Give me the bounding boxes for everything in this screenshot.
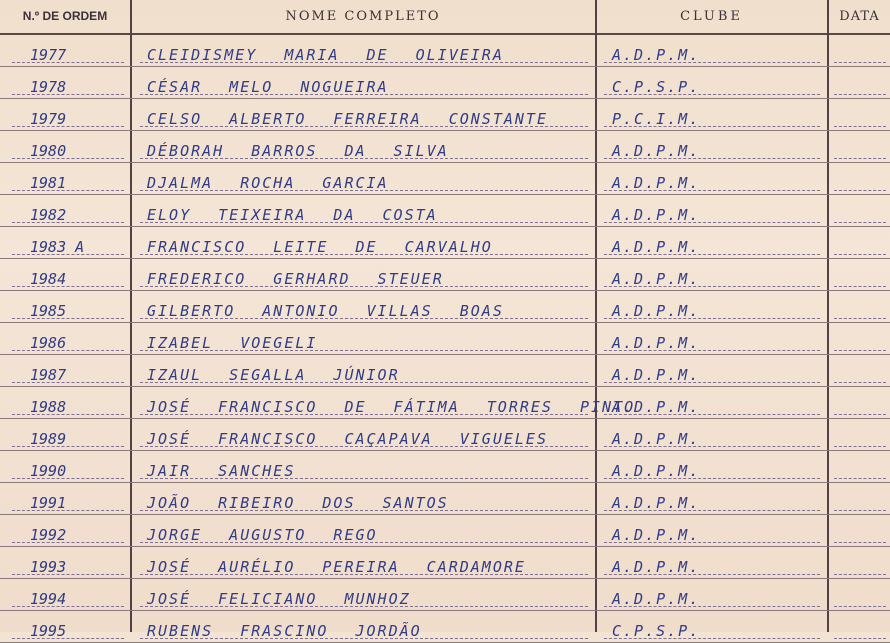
cell-nome: IZAUL SEGALLA JÚNIOR [147, 366, 400, 384]
dotted-writing-line [834, 350, 886, 351]
cell-nome: JAIR SANCHES [147, 462, 296, 480]
table-row [0, 579, 890, 611]
dotted-writing-line [834, 126, 886, 127]
header-clube: CLUBE [680, 9, 743, 24]
cell-clube: A.D.P.M. [612, 430, 701, 448]
cell-nome: DÉBORAH BARROS DA SILVA [147, 142, 449, 160]
table-row [0, 483, 890, 515]
table-body [0, 35, 890, 643]
cell-clube: A.D.P.M. [612, 334, 701, 352]
dotted-writing-line [834, 478, 886, 479]
cell-nome: FRANCISCO LEITE DE CARVALHO [147, 238, 493, 256]
table-row [0, 163, 890, 195]
cell-clube: C.P.S.P. [612, 78, 701, 96]
cell-ordem: 1995 [30, 622, 67, 640]
cell-nome: IZABEL VOEGELI [147, 334, 318, 352]
table-row [0, 67, 890, 99]
table-row [0, 547, 890, 579]
cell-clube: A.D.P.M. [612, 270, 701, 288]
dotted-writing-line [834, 158, 886, 159]
header-nome: NOME COMPLETO [285, 9, 441, 24]
cell-ordem: 1990 [30, 462, 67, 480]
cell-nome: JOÃO RIBEIRO DOS SANTOS [147, 494, 449, 512]
table-row [0, 195, 890, 227]
cell-clube: A.D.P.M. [612, 46, 701, 64]
table-row [0, 611, 890, 643]
table-row [0, 451, 890, 483]
cell-ordem: 1978 [30, 78, 67, 96]
table-row [0, 131, 890, 163]
table-row [0, 355, 890, 387]
cell-nome: CLEIDISMEY MARIA DE OLIVEIRA [147, 46, 504, 64]
cell-ordem: 1993 [30, 558, 67, 576]
dotted-writing-line [834, 254, 886, 255]
dotted-writing-line [834, 574, 886, 575]
cell-ordem: 1985 [30, 302, 67, 320]
cell-ordem: 1986 [30, 334, 67, 352]
table-row [0, 419, 890, 451]
dotted-writing-line [834, 510, 886, 511]
cell-nome: GILBERTO ANTONIO VILLAS BOAS [147, 302, 504, 320]
table-row [0, 227, 890, 259]
dotted-writing-line [834, 542, 886, 543]
cell-clube: A.D.P.M. [612, 366, 701, 384]
dotted-writing-line [834, 446, 886, 447]
cell-nome: JORGE AUGUSTO REGO [147, 526, 378, 544]
table-row [0, 99, 890, 131]
dotted-writing-line [834, 286, 886, 287]
cell-ordem: 1987 [30, 366, 67, 384]
dotted-writing-line [834, 222, 886, 223]
table-header [0, 0, 890, 35]
dotted-writing-line [834, 318, 886, 319]
cell-clube: A.D.P.M. [612, 462, 701, 480]
cell-ordem: 1992 [30, 526, 67, 544]
cell-clube: A.D.P.M. [612, 558, 701, 576]
cell-ordem: 1977 [30, 46, 67, 64]
dotted-writing-line [834, 190, 886, 191]
cell-nome: CELSO ALBERTO FERREIRA CONSTANTE [147, 110, 548, 128]
cell-nome: RUBENS FRASCINO JORDÃO [147, 622, 422, 640]
cell-clube: A.D.P.M. [612, 142, 701, 160]
cell-clube: A.D.P.M. [612, 494, 701, 512]
table-row [0, 259, 890, 291]
cell-nome: JOSÉ FELICIANO MUNHOZ [147, 590, 411, 608]
cell-nome: ELOY TEIXEIRA DA COSTA [147, 206, 438, 224]
cell-clube: A.D.P.M. [612, 398, 701, 416]
table-row [0, 323, 890, 355]
dotted-writing-line [834, 606, 886, 607]
cell-clube: A.D.P.M. [612, 526, 701, 544]
dotted-writing-line [834, 382, 886, 383]
table-row [0, 291, 890, 323]
table-row [0, 387, 890, 419]
header-data: DATA [839, 9, 880, 24]
cell-nome: JOSÉ AURÉLIO PEREIRA CARDAMORE [147, 558, 526, 576]
cell-nome: FREDERICO GERHARD STEUER [147, 270, 444, 288]
cell-clube: A.D.P.M. [612, 590, 701, 608]
dotted-writing-line [834, 638, 886, 639]
cell-clube: A.D.P.M. [612, 174, 701, 192]
cell-ordem: 1980 [30, 142, 67, 160]
cell-ordem: 1982 [30, 206, 67, 224]
cell-ordem: 1984 [30, 270, 67, 288]
dotted-writing-line [834, 94, 886, 95]
cell-nome: CÉSAR MELO NOGUEIRA [147, 78, 389, 96]
cell-nome: JOSÉ FRANCISCO DE FÁTIMA TORRES PINTO [147, 398, 636, 416]
cell-ordem: 1991 [30, 494, 67, 512]
cell-nome: JOSÉ FRANCISCO CAÇAPAVA VIGUELES [147, 430, 548, 448]
cell-clube: A.D.P.M. [612, 206, 701, 224]
cell-clube: P.C.I.M. [612, 110, 701, 128]
dotted-writing-line [834, 414, 886, 415]
dotted-writing-line [834, 62, 886, 63]
cell-ordem: 1981 [30, 174, 67, 192]
cell-clube: A.D.P.M. [612, 302, 701, 320]
cell-ordem: 1988 [30, 398, 67, 416]
header-ordem: N.º DE ORDEM [22, 9, 108, 23]
table-row [0, 515, 890, 547]
cell-nome: DJALMA ROCHA GARCIA [147, 174, 389, 192]
cell-ordem: 1979 [30, 110, 67, 128]
cell-ordem: 1989 [30, 430, 67, 448]
table-row [0, 35, 890, 67]
cell-ordem: 1994 [30, 590, 67, 608]
cell-clube: C.P.S.P. [612, 622, 701, 640]
cell-clube: A.D.P.M. [612, 238, 701, 256]
cell-ordem: 1983 A [30, 238, 85, 256]
